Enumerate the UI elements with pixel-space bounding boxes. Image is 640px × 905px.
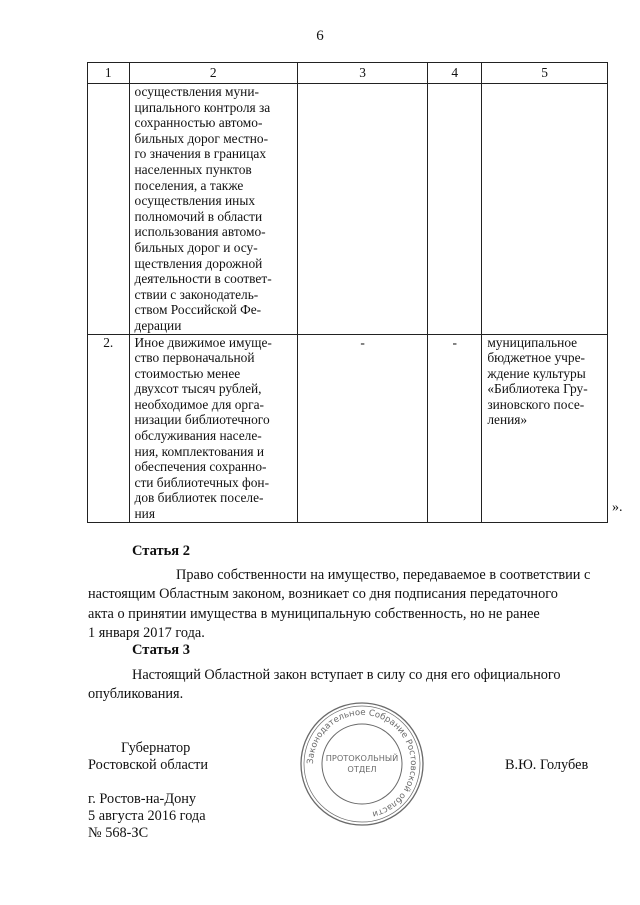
description-line: осуществления муни- — [134, 84, 259, 99]
col3-cell — [298, 84, 428, 335]
recipient-line: ления» — [487, 412, 528, 428]
description-line: обслуживания населе- — [134, 428, 262, 444]
description-line: бильных дорог и осу- — [134, 239, 258, 255]
place-and-date — [88, 791, 206, 842]
description-line: сти библиотечных фон- — [134, 474, 270, 490]
description-line: го значения в границах — [134, 146, 267, 162]
description-line: ния, комплектования и — [134, 443, 265, 459]
signatory-name: В.Ю. Голубев — [505, 757, 589, 773]
description-line: ством Российской Фе- — [134, 302, 262, 318]
official-seal-stamp — [298, 700, 426, 828]
seal-ring-text: Законодательное Собрание Ростовской области — [305, 707, 419, 819]
description-line: ципального контроля за — [134, 99, 271, 115]
description-line: обеспечения сохранно- — [134, 459, 267, 475]
city: г. Ростов-на-Дону — [88, 791, 197, 807]
description-line: низации библиотечного — [134, 412, 270, 428]
header-cell-1: 1 — [88, 63, 130, 84]
property-table — [87, 62, 608, 523]
recipient-line: муниципальное — [487, 334, 578, 350]
text-line: 1 января 2017 года. — [88, 625, 205, 642]
page-number: 6 — [316, 28, 324, 44]
description-line: населенных пунктов — [134, 161, 252, 177]
description-line: ществления дорожной — [134, 255, 263, 271]
recipient-cell — [482, 84, 608, 335]
description-line: деятельности в соответ- — [134, 271, 272, 287]
signatory-title — [88, 740, 208, 774]
col3-cell: - — [298, 334, 428, 522]
closing-quote: ». — [612, 500, 623, 515]
article-3-title: Статья 3 — [132, 642, 190, 658]
description-line: полномочий в области — [134, 208, 263, 224]
description-line: осуществления иных — [134, 193, 256, 209]
property-description — [129, 84, 298, 335]
header-cell-2: 2 — [129, 63, 298, 84]
table-row — [88, 334, 608, 522]
law-number: № 568-ЗС — [88, 825, 149, 841]
text-line: Право собственности на имущество, передаваемое в соответствии с — [176, 567, 591, 583]
article-3-text — [88, 666, 595, 705]
description-line: необходимое для орга- — [134, 396, 264, 412]
row-number: 2. — [88, 334, 130, 522]
description-line: Иное движимое имуще- — [134, 334, 272, 350]
description-line: ствии с законодатель- — [134, 286, 259, 302]
text-line: акта о принятии имущества в муниципальную собственность, но не ранее — [88, 605, 540, 622]
description-line: сохранностью автомо- — [134, 115, 263, 131]
signatory-title-line: Губернатор — [121, 740, 191, 756]
seal-center-line: ОТДЕЛ — [347, 764, 377, 774]
description-line: стоимостью менее — [134, 365, 241, 381]
header-cell-5: 5 — [482, 63, 608, 84]
description-line: дов библиотек поселе- — [134, 490, 264, 506]
col4-cell — [428, 84, 482, 335]
property-description — [129, 334, 298, 522]
description-line: ство первоначальной — [134, 350, 255, 366]
table-row — [88, 84, 608, 335]
signatory-title-line: Ростовской области — [88, 757, 209, 773]
recipient-line: ждение культуры — [487, 365, 586, 381]
date: 5 августа 2016 года — [88, 808, 206, 824]
description-line: использования автомо- — [134, 224, 266, 240]
recipient-line: «Библиотека Гру- — [487, 381, 588, 397]
seal-center-line: ПРОТОКОЛЬНЫЙ — [325, 753, 399, 763]
col4-cell: - — [428, 334, 482, 522]
text-line: настоящим Областным законом, возникает со дня подписания передаточного — [88, 586, 558, 603]
description-line: поселения, а также — [134, 177, 244, 193]
recipient-line: зиновского посе- — [487, 396, 585, 412]
row-number — [88, 84, 130, 335]
description-line: ния — [134, 506, 155, 522]
description-line: бильных дорог местно- — [134, 130, 269, 146]
recipient-line: бюджетное учре- — [487, 350, 585, 366]
text-line: опубликования. — [88, 686, 184, 703]
article-2-text — [88, 566, 595, 644]
header-cell-3: 3 — [298, 63, 428, 84]
header-cell-4: 4 — [428, 63, 482, 84]
table-header-row — [88, 63, 608, 84]
article-2-title: Статья 2 — [132, 543, 190, 559]
description-line: двухсот тысяч рублей, — [134, 381, 262, 397]
text-line: Настоящий Областной закон вступает в силу со дня его официального — [132, 667, 561, 683]
description-line: дерации — [134, 317, 182, 333]
recipient-cell — [482, 334, 608, 522]
